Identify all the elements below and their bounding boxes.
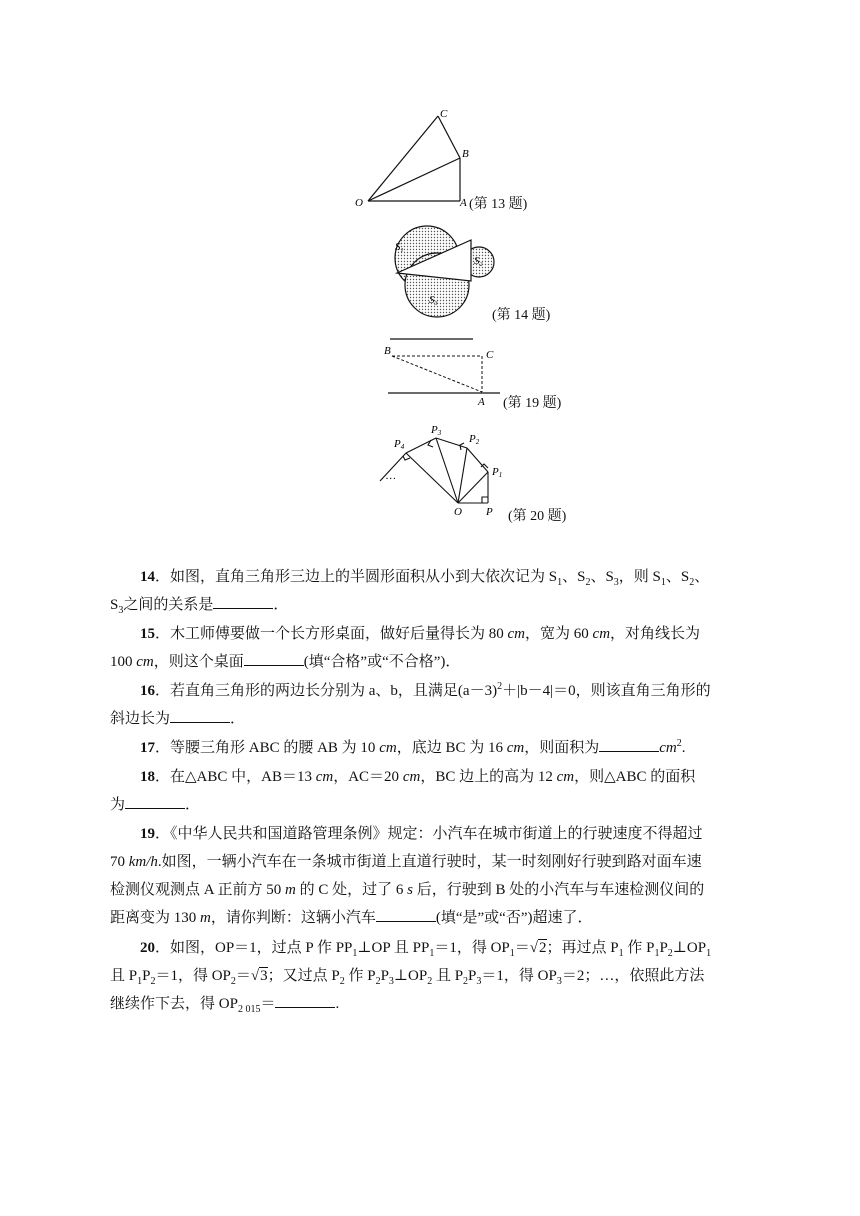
label-S3: S (429, 294, 435, 306)
question-19: 19．《中华人民共和国道路管理条例》规定：小汽车在城市街道上的行驶速度不得超过 70 km/h.如图，一辆小汽车在一条城市街道上直道行驶时，某一时刻刚好行驶到路对面车速 检测仪观测点 A 正前方 50 m 的 C 处，过了 6 s 后，行驶到 B 处的小汽车与车速检测仪间的 距离变为 130 m，请你判断：这辆小汽车 (填“是”或“否”)超速了． (110, 826, 705, 926)
question-18: 18．在△ABC 中，AB＝13 cm，AC＝20 cm，BC 边上的高为 12 cm，则△ABC 的面积 为 ． (110, 769, 696, 813)
figure-19-diagram (378, 336, 508, 408)
label-P4-sub: 4 (400, 443, 405, 451)
label-C: C (440, 108, 448, 120)
answer-blank-18[interactable] (125, 794, 185, 809)
label-S3-sub: 3 (434, 301, 438, 307)
label-O: O (355, 197, 363, 209)
figure-20 (372, 422, 512, 522)
label-dots: … (386, 470, 396, 482)
answer-blank-15[interactable] (244, 651, 304, 666)
caption-13: (第 13 题) (469, 197, 528, 212)
label-S1-sub: 1 (400, 248, 404, 254)
figure-14-diagram (385, 218, 495, 318)
label-O: O (454, 506, 462, 518)
label-P4: P (394, 438, 401, 450)
caption-14: (第 14 题) (492, 308, 551, 323)
label-A: A (478, 396, 485, 408)
label-P3-sub: 3 (437, 429, 442, 437)
question-16: 16．若直角三角形的两边长分别为 a、b，且满足$(a-3)^2+|b-4|=0$，则该直角三角形的 斜边长为 ． (110, 681, 711, 727)
label-C: C (486, 349, 494, 361)
answer-blank-17[interactable] (599, 737, 659, 752)
figure-14 (385, 218, 495, 318)
figure-13 (350, 105, 470, 210)
figure-19 (378, 336, 508, 408)
svg-text:P4 (393, 438, 405, 451)
figure-20-diagram (372, 422, 512, 522)
svg-text:P2 (468, 433, 480, 446)
label-S1: S (395, 241, 401, 253)
label-A: A (460, 197, 467, 209)
question-14: 14．如图，直角三角形三边上的半圆形面积从小到大依次记为 $S_1$、$S_2$、$S_3$，则 $S_1$、$S_2$、 $S_3$之间的关系是 ． (110, 569, 710, 616)
label-P2-sub: 2 (475, 438, 480, 446)
label-P1-sub: 1 (498, 471, 503, 479)
answer-blank-19[interactable] (376, 907, 436, 922)
label-P3: P (431, 424, 438, 436)
label-P2: P (469, 433, 476, 445)
svg-text:P1 (491, 466, 502, 479)
answer-blank-14[interactable] (213, 594, 273, 609)
question-20: 20．如图，OP＝1，过点 P 作 $PP_1\perp OP$ 且 $PP_1=1$，得 $OP_1=√2$；再过点 $P_1$ 作 $P_1P_2\perp OP_1$ 且 $P_1P_2=1$，得 $OP_2=√3$；又过点 $P_2$ 作 $P_2P_3\perp OP_2$ 且 $P_2P_3=1$，得 $OP_3=2$；…，依照此方法 继续作下去，得 $OP_{2 015}=$ . (110, 940, 712, 1015)
label-B: B (462, 148, 469, 160)
answer-blank-20[interactable] (275, 993, 335, 1008)
label-S2: S (474, 255, 480, 267)
question-15: 15．木工师傅要做一个长方形桌面，做好后量得长为 80 cm，宽为 60 cm，对角线长为 100 cm，则这个桌面 (填“合格”或“不合格”)． (110, 626, 701, 670)
caption-20: (第 20 题) (508, 509, 567, 524)
label-B: B (384, 345, 391, 357)
label-P: P (486, 506, 493, 518)
label-S2-sub: 2 (479, 262, 483, 268)
question-17: 17．等腰三角形 ABC 的腰 AB 为 10 cm，底边 BC 为 16 cm，则面积为 $cm^2$. (140, 738, 686, 756)
figure-13-diagram (350, 105, 470, 210)
label-P1: P (492, 466, 499, 478)
caption-19: (第 19 题) (503, 396, 562, 411)
svg-text:P3 (430, 424, 442, 437)
answer-blank-16[interactable] (170, 708, 230, 723)
